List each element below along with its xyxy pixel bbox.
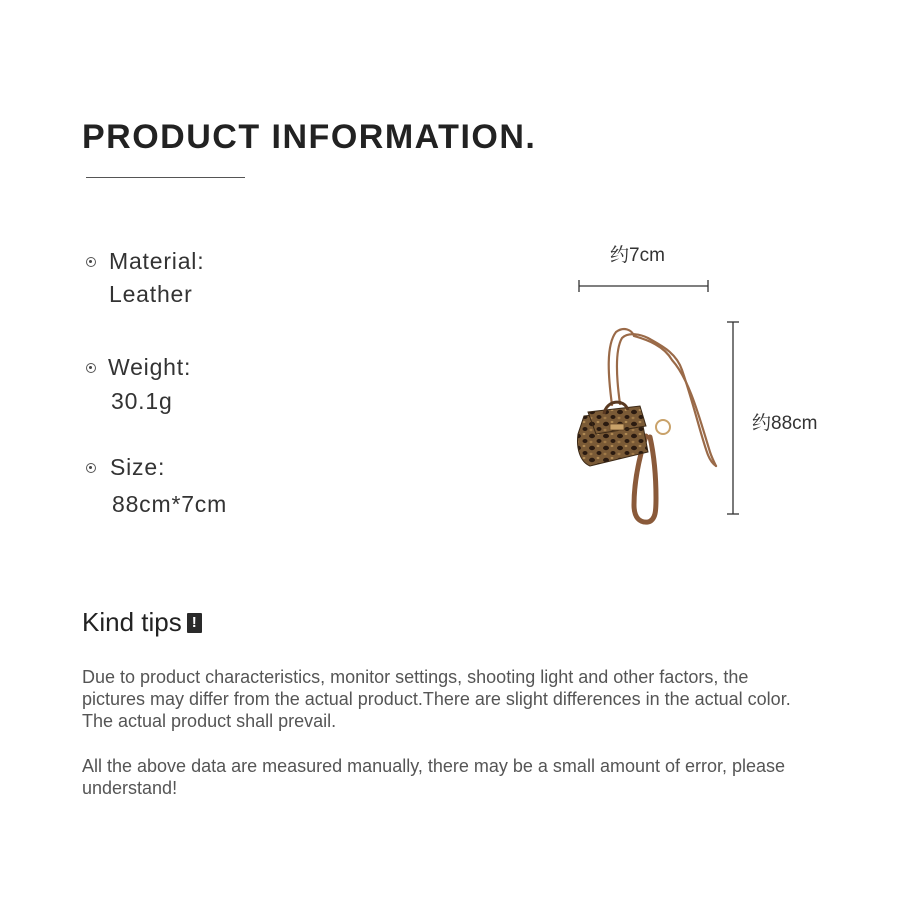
spec-label: Size:: [110, 454, 166, 480]
bullet-icon: [86, 363, 96, 373]
shoulder-strap: [609, 329, 716, 466]
exclamation-icon: !: [187, 613, 202, 633]
title-divider: [86, 177, 245, 178]
bullet-icon: [86, 257, 96, 267]
spec-label: Weight:: [108, 354, 192, 380]
height-dimension-line: [727, 322, 739, 514]
tips-paragraph-2: All the above data are measured manually, there may be a small amount of error, please understand!: [82, 756, 786, 798]
tips-paragraph-1: Due to product characteristics, monitor settings, shooting light and other factors, the pictures may differ from the actual product.There are slight differences in the actual color. The actual product shall prevail.: [82, 667, 791, 731]
kind-tips-title: Kind tips: [82, 607, 182, 637]
spec-value: 30.1g: [111, 388, 173, 414]
height-dimension-label: 约88cm: [752, 413, 818, 434]
spec-value: Leather: [109, 281, 193, 307]
spec-value: 88cm*7cm: [112, 491, 228, 517]
page-title: PRODUCT INFORMATION.: [82, 118, 537, 156]
key-ring: [656, 420, 670, 434]
spec-label: Material:: [109, 248, 205, 274]
width-dimension-line: [579, 280, 708, 292]
width-dimension-label: 约7cm: [610, 245, 665, 266]
bullet-icon: [86, 463, 96, 473]
leopard-bag: [578, 402, 649, 466]
wrist-strap: [634, 436, 656, 522]
kind-tips-heading: [82, 607, 202, 638]
